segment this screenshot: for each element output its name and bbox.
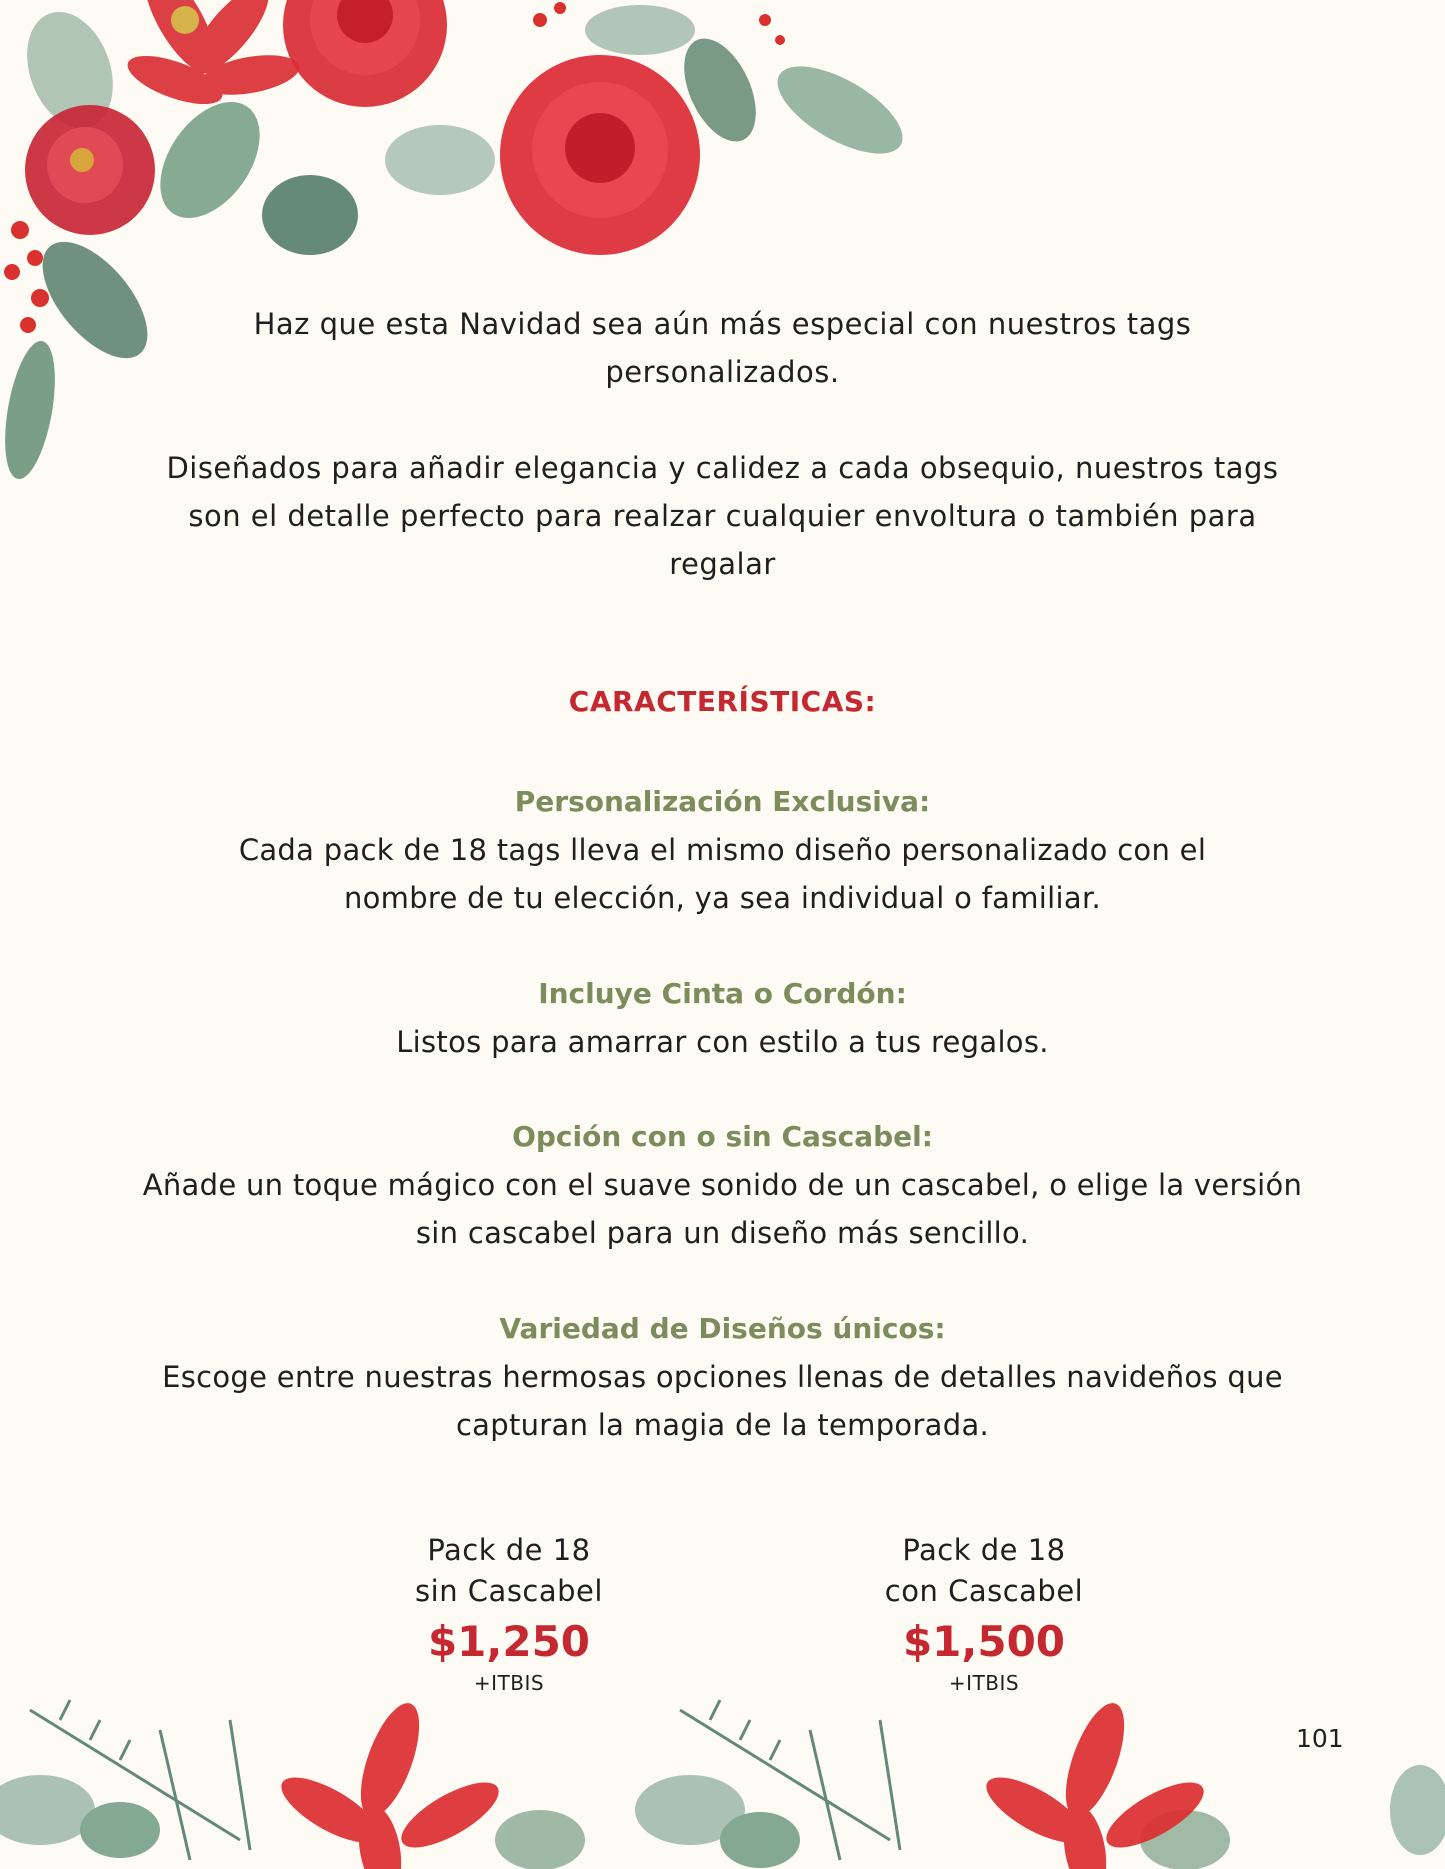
feature-title: Variedad de Diseños únicos: <box>499 1312 946 1345</box>
price-value: $1,250 <box>427 1617 591 1666</box>
page-number: 101 <box>1296 1724 1344 1753</box>
intro-line-1: Haz que esta Navidad sea aún más especial con nuestros tags personalizados. <box>253 307 1192 389</box>
price-variant-label: con Cascabel <box>884 1574 1084 1608</box>
feature-text: Escoge entre nuestras hermosas opciones llenas de detalles navideños que capturan la magia de la temporada. <box>162 1360 1283 1442</box>
price-pack-label: Pack de 18 <box>902 1533 1066 1567</box>
features-heading: CARACTERÍSTICAS: <box>568 685 877 718</box>
feature-ribbon <box>140 970 1305 1066</box>
feature-personalization <box>140 778 1305 922</box>
main-content <box>140 300 1305 1442</box>
price-tax-note: +ITBIS <box>948 1671 1020 1695</box>
price-card-without-bell <box>349 1530 669 1696</box>
intro-line-2: Diseñados para añadir elegancia y calidez a cada obsequio, nuestros tags son el detalle perfecto para realzar cualquier envoltura o también para regalar <box>166 451 1279 581</box>
feature-text: Añade un toque mágico con el suave sonido de un cascabel, o elige la versión sin cascabel para un diseño más sencillo. <box>142 1168 1303 1250</box>
feature-text: Listos para amarrar con estilo a tus regalos. <box>396 1025 1049 1059</box>
price-card-with-bell <box>824 1530 1144 1696</box>
feature-title: Incluye Cinta o Cordón: <box>538 977 907 1010</box>
price-variant-label: sin Cascabel <box>415 1574 603 1608</box>
price-tax-note: +ITBIS <box>473 1671 545 1695</box>
feature-title: Personalización Exclusiva: <box>514 785 931 818</box>
floral-decoration-bottom <box>0 1690 1445 1869</box>
feature-title: Opción con o sin Cascabel: <box>512 1120 933 1153</box>
price-pack-label: Pack de 18 <box>427 1533 591 1567</box>
price-value: $1,500 <box>902 1617 1066 1666</box>
feature-bell-option <box>140 1113 1305 1257</box>
feature-designs <box>140 1305 1305 1449</box>
feature-text: Cada pack de 18 tags lleva el mismo diseño personalizado con el nombre de tu elección, ya sea individual o familiar. <box>238 833 1207 915</box>
